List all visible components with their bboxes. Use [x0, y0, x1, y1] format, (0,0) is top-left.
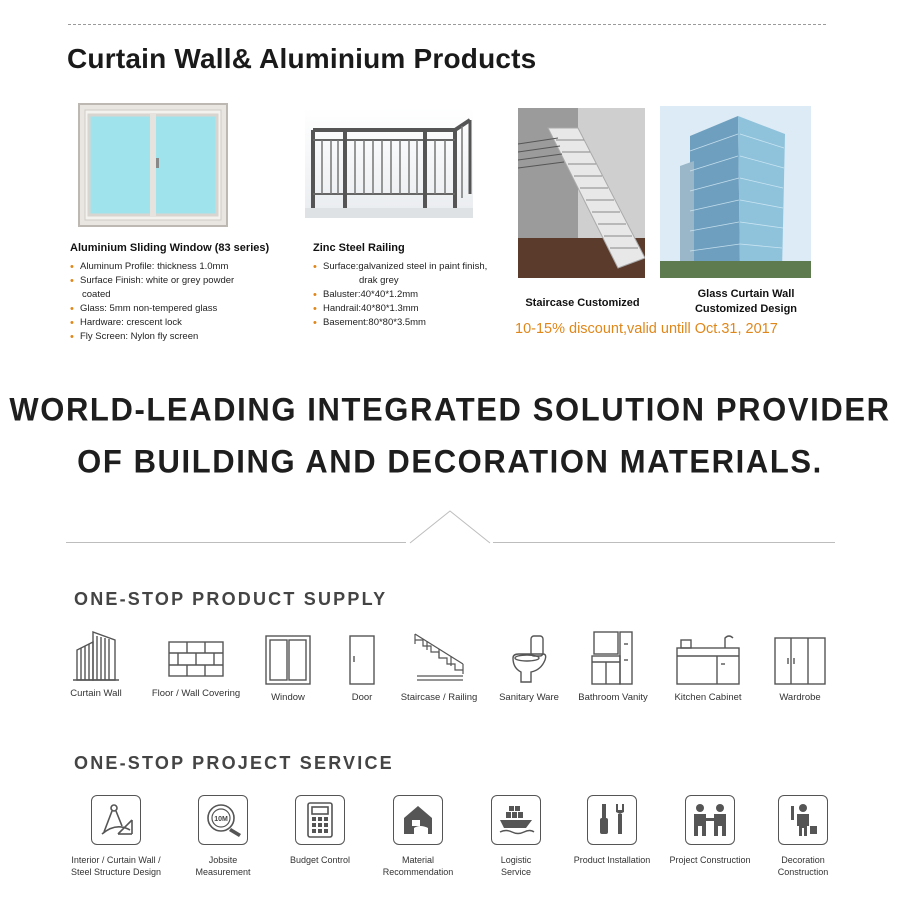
- service-label-line2: Measurement: [195, 867, 251, 877]
- service-item-label: [660, 854, 760, 866]
- service-label-line1: Decoration: [781, 855, 825, 865]
- supply-item-label: Kitchen Cabinet: [674, 692, 742, 703]
- spec-item: • Surface Finish: white or grey powder: [70, 274, 280, 288]
- floor-tile-icon: [166, 630, 226, 682]
- window-icon: [263, 630, 313, 686]
- staircase-image: [518, 108, 645, 278]
- spec-item: • Baluster:40*40*1.2mm: [313, 288, 523, 302]
- service-label-line1: Interior / Curtain Wall /: [71, 855, 161, 865]
- tape-measure-icon: [198, 795, 248, 845]
- supply-item-floor-wall: [146, 630, 246, 700]
- top-dashed-divider: [68, 24, 826, 25]
- service-item-budget: [270, 795, 370, 866]
- supply-item-staircase: [389, 630, 489, 704]
- supply-item-label: Wardrobe: [779, 692, 821, 703]
- spec-item-continuation: coated: [82, 289, 111, 300]
- service-label-line1: Budget Control: [289, 855, 351, 865]
- supply-item-label: Sanitary Ware: [499, 692, 559, 703]
- spec-item: • Fly Screen: Nylon fly screen: [70, 330, 280, 344]
- service-item-installation: [562, 795, 662, 866]
- supply-item-vanity: [563, 630, 663, 704]
- project-service-title: ONE-STOP PROJECT SERVICE: [74, 753, 394, 773]
- design-compass-icon: [91, 795, 141, 845]
- supply-item-label: Door: [351, 692, 373, 703]
- headline-line1: WORLD-LEADING INTEGRATED SOLUTION PROVIDER: [9, 391, 891, 428]
- headline-line2: OF BUILDING AND DECORATION MATERIALS.: [77, 443, 823, 480]
- sliding-window-spec-list: [70, 260, 280, 344]
- sliding-window-image: [78, 103, 228, 227]
- glass-curtain-wall-caption-line1: Glass Curtain Wall: [697, 288, 795, 300]
- divider-chevron-icon: [408, 508, 492, 544]
- vanity-icon: [588, 630, 638, 686]
- service-item-label: [466, 854, 566, 878]
- service-label-line1: Product Installation: [573, 855, 651, 865]
- discount-notice: 10-15% discount,valid untill Oct.31, 2017: [515, 321, 778, 337]
- painter-icon: [778, 795, 828, 845]
- railing-image: [305, 108, 473, 218]
- service-label-line1: Project Construction: [669, 855, 751, 865]
- spec-item: • Hardware: crescent lock: [70, 316, 280, 330]
- spec-item: • Basement:80*80*3.5mm: [313, 316, 523, 330]
- spec-item: • Aluminum Profile: thickness 1.0mm: [70, 260, 280, 274]
- calculator-icon: [295, 795, 345, 845]
- supply-item-label: Bathroom Vanity: [578, 692, 648, 703]
- supply-item-wardrobe: [750, 630, 850, 704]
- glass-curtain-wall-image: [660, 106, 811, 278]
- service-item-label: [66, 854, 166, 878]
- service-item-label: [173, 854, 273, 878]
- service-label-line2: Service: [500, 867, 531, 877]
- supply-item-label: Staircase / Railing: [400, 692, 478, 703]
- supply-item-kitchen: [658, 630, 758, 704]
- service-item-label: [562, 854, 662, 866]
- toilet-icon: [509, 630, 549, 686]
- service-label-line1: Jobsite: [208, 855, 238, 865]
- product-supply-title: ONE-STOP PRODUCT SUPPLY: [74, 589, 388, 609]
- spec-item-continuation: drak grey: [359, 275, 399, 286]
- service-item-decoration: [753, 795, 853, 878]
- supply-item-curtain-wall: [46, 630, 146, 700]
- house-hand-icon: [393, 795, 443, 845]
- supply-item-label: Curtain Wall: [70, 688, 122, 699]
- railing-spec-list: [313, 260, 523, 330]
- supply-item-label: Window: [271, 692, 305, 703]
- tape-measure-badge: 10M: [214, 816, 228, 823]
- product-name-railing: Zinc Steel Railing: [313, 242, 405, 254]
- section-divider-left: [66, 542, 406, 543]
- service-item-label: [753, 854, 853, 878]
- staircase-icon: [409, 630, 469, 686]
- service-label-line2: Steel Structure Design: [70, 867, 162, 877]
- service-label-line1: Logistic: [500, 855, 532, 865]
- spec-item: • Handrail:40*80*1.3mm: [313, 302, 523, 316]
- service-label-line1: Material: [401, 855, 434, 865]
- tools-icon: [587, 795, 637, 845]
- service-item-logistic: [466, 795, 566, 878]
- spec-item: • Surface:galvanized steel in paint finish,: [313, 260, 523, 274]
- service-item-measurement: [173, 795, 273, 878]
- wardrobe-icon: [771, 630, 829, 686]
- service-item-label: [270, 854, 370, 866]
- handshake-icon: [685, 795, 735, 845]
- service-item-material: [368, 795, 468, 878]
- glass-curtain-wall-caption-line2: Customized Design: [694, 303, 798, 315]
- service-item-label: [368, 854, 468, 878]
- curtain-wall-icon: [71, 630, 121, 682]
- spec-item: • Glass: 5mm non-tempered glass: [70, 302, 280, 316]
- page-title: Curtain Wall& Aluminium Products: [67, 43, 537, 74]
- product-name-sliding-window: Aluminium Sliding Window (83 series): [70, 242, 270, 254]
- service-label-line2: Construction: [777, 867, 829, 877]
- service-item-construction: [660, 795, 760, 866]
- staircase-caption: Staircase Customized: [525, 297, 640, 309]
- supply-item-label: Floor / Wall Covering: [151, 688, 241, 699]
- section-divider-right: [493, 542, 835, 543]
- service-label-line2: Recommendation: [382, 867, 454, 877]
- door-icon: [347, 630, 377, 686]
- kitchen-icon: [673, 630, 743, 686]
- ship-icon: [491, 795, 541, 845]
- service-item-design: [66, 795, 166, 878]
